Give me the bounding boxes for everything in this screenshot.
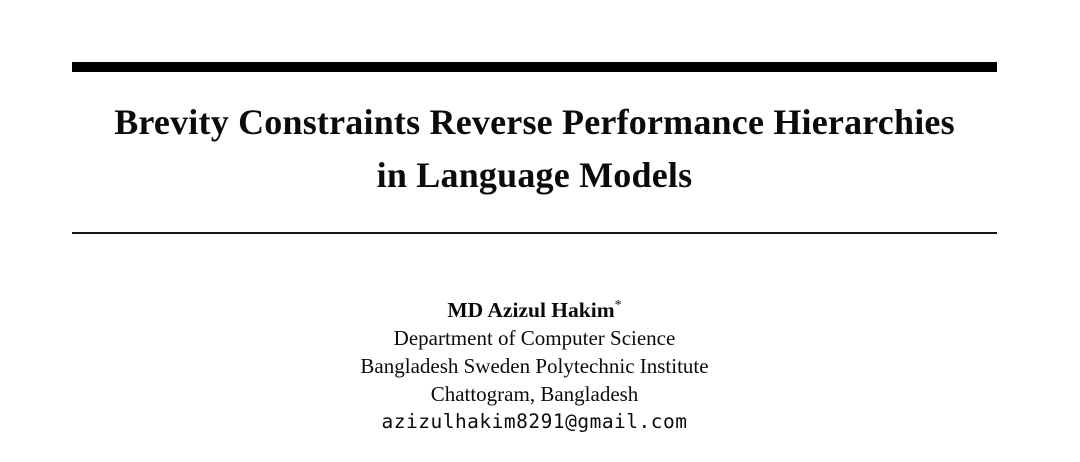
author-name-line xyxy=(72,296,997,324)
paper-title-line-1: Brevity Constraints Reverse Performance Hierarchies xyxy=(114,102,955,142)
author-location: Chattogram, Bangladesh xyxy=(430,382,639,406)
author-footnote-marker: * xyxy=(614,297,622,313)
author-department: Department of Computer Science xyxy=(393,326,676,350)
title-rule-bottom xyxy=(72,232,997,234)
paper-title-line-2: in Language Models xyxy=(376,155,693,195)
author-institution: Bangladesh Sweden Polytechnic Institute xyxy=(360,354,709,378)
paper-title xyxy=(72,96,997,202)
author-name: MD Azizul Hakim xyxy=(447,298,615,322)
title-rule-top xyxy=(72,62,997,72)
author-block xyxy=(72,296,997,436)
paper-page xyxy=(72,0,997,462)
author-email: azizulhakim8291@gmail.com xyxy=(381,410,688,433)
